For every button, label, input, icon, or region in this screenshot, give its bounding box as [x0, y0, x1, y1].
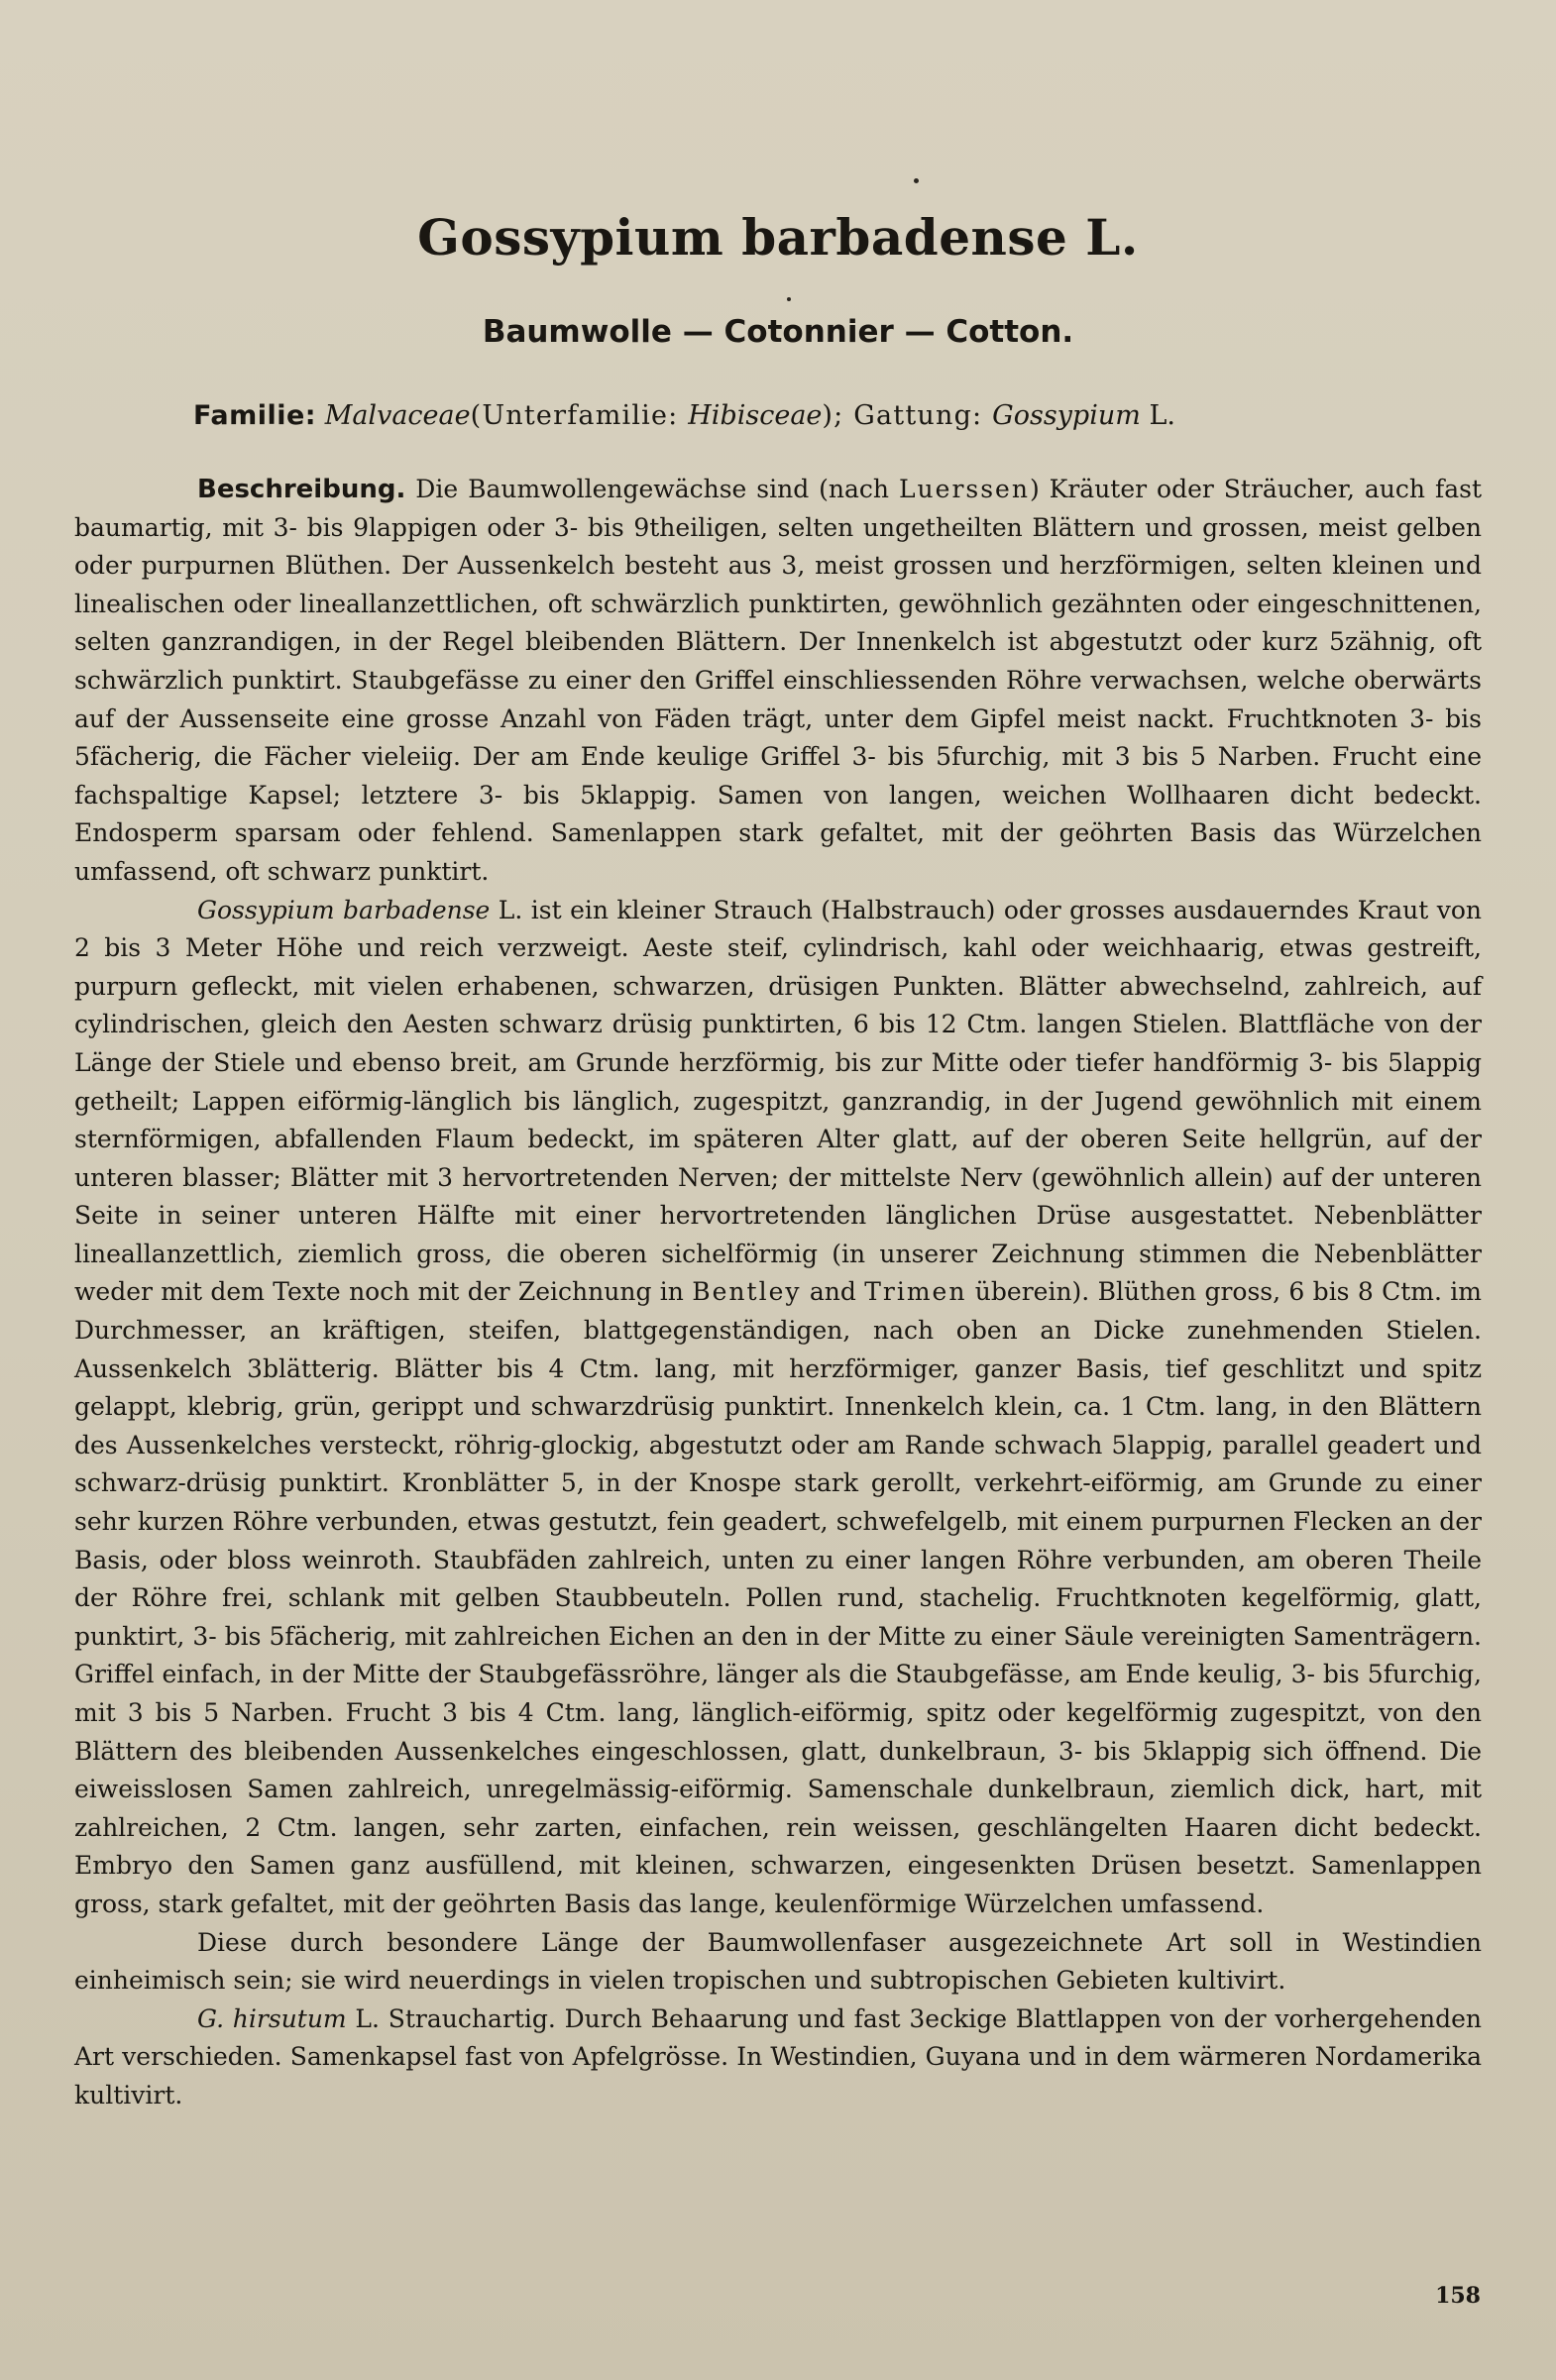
- description-paragraph: [74, 471, 1482, 892]
- genus-label: ); Gattung:: [822, 400, 993, 431]
- page-title: Gossypium barbadense L.: [417, 208, 1139, 267]
- related-species-paragraph: [74, 2001, 1482, 2115]
- subfamily-open: (Unterfamilie:: [470, 400, 689, 431]
- family-name: Malvaceae: [324, 400, 471, 431]
- page-number: 158: [1435, 2283, 1481, 2309]
- ink-speck: [914, 178, 919, 183]
- paragraph-text: L. ist ein kleiner Strauch (Halbstrauch) oder grosses ausdauerndes Kraut von 2 bis 3 Meter Höhe und reich verzweigt. Aeste steif, cylindrisch, kahl oder weichhaarig, etwas gestreift, purpurn gefleckt, mit vielen erhabenen, schwarzen, drüsigen Punkten. Blätter abwechselnd, zahlreich, auf cylindrischen, gleich den Aesten schwarz drüsig punktirten, 6 bis 12 Ctm. langen Stielen. Blattfläche von der Länge der Stiele und ebenso breit, am Grunde herzförmig, bis zur Mitte oder tiefer handförmig 3- bis 5lappig getheilt; Lappen eiförmig-länglich bis länglich, zugespitzt, ganzrandig, in der Jugend gewöhnlich mit einem sternförmigen, abfallenden Flaum bedeckt, im späteren Alter glatt, auf der oberen Seite hellgrün, auf der unteren blasser; Blätter mit 3 hervortretenden Nerven; der mittelste Nerv (gewöhnlich allein) auf der unteren Seite in seiner unteren Hälfte mit einer hervortretenden länglichen Drüse ausgestattet. Nebenblätter lineallanzettlich, ziemlich gross, die oberen sichelförmig (in unserer Zeichnung stimmen die Nebenblätter weder mit dem Texte noch mit der Zeichnung in: [74, 895, 1482, 1307]
- subfamily-name: Hibisceae: [688, 400, 823, 431]
- distribution-paragraph: Diese durch besondere Länge der Baumwollenfaser ausgezeichnete Art soll in Westindien einheimisch sein; sie wird neuerdings in vielen tropischen und subtropischen Gebieten kultivirt.: [74, 1927, 1482, 1996]
- ink-speck: [787, 297, 791, 301]
- author-name: Trimen: [864, 1277, 967, 1307]
- family-label: Familie:: [193, 400, 317, 431]
- common-names: Baumwolle — Cotonnier — Cotton.: [482, 314, 1074, 350]
- species-paragraph: [74, 892, 1482, 1924]
- genus-name: Gossypium: [992, 400, 1141, 431]
- body-text: [74, 471, 1482, 2115]
- species-name: Gossypium barbadense: [197, 895, 491, 924]
- author-name: Bentley: [692, 1277, 802, 1307]
- paragraph-text: ) Kräuter oder Sträucher, auch fast baumartig, mit 3- bis 9lappigen oder 3- bis 9theiligen, selten ungetheilten Blättern und grossen, meist gelben oder purpurnen Blüthen. Der Aussenkelch besteht aus 3, meist grossen und herzförmigen, selten kleinen und linealischen oder lineallanzettlichen, oft schwärzlich punktirten, gewöhnlich gezähnten oder eingeschnittenen, selten ganzrandigen, in der Regel bleibenden Blättern. Der Innenkelch ist abgestutzt oder kurz 5zähnig, oft schwärzlich punktirt. Staubgefässe zu einer den Griffel einschliessenden Röhre verwachsen, welche oberwärts auf der Aussenseite eine grosse Anzahl von Fäden trägt, unter dem Gipfel meist nackt. Fruchtknoten 3- bis 5fächerig, die Fächer vieleiig. Der am Ende keulige Griffel 3- bis 5furchig, mit 3 bis 5 Narben. Frucht eine fachspaltige Kapsel; letztere 3- bis 5klappig. Samen von langen, weichen Wollhaaren dicht bedeckt. Endosperm sparsam oder fehlend. Samenlappen stark gefaltet, mit der geöhrten Basis das Würzelchen umfassend, oft schwarz punktirt.: [74, 475, 1482, 886]
- paragraph-text: L. Strauchartig. Durch Behaarung und fast 3eckige Blattlappen von der vorhergehenden Art verschieden. Samenkapsel fast von Apfelgrösse. In Westindien, Guyana und in dem wärmeren Nordamerika kultivirt.: [74, 2003, 1482, 2110]
- taxonomy-line: [193, 400, 1175, 431]
- paragraph-text: Die Baumwollengewächse sind (nach: [415, 475, 899, 503]
- author-name: Luerssen: [898, 475, 1030, 503]
- genus-author: L.: [1149, 400, 1175, 431]
- paragraph-text: überein). Blüthen gross, 6 bis 8 Ctm. im Durchmesser, an kräftigen, steifen, blattgegenständigen, nach oben an Dicke zunehmenden Stielen. Aussenkelch 3blätterig. Blätter bis 4 Ctm. lang, mit herzförmiger, ganzer Basis, tief geschlitzt und spitz gelappt, klebrig, grün, gerippt und schwarzdrüsig punktirt. Innenkelch klein, ca. 1 Ctm. lang, in den Blättern des Aussenkelches versteckt, röhrig-glockig, abgestutzt oder am Rande schwach 5lappig, parallel geadert und schwarz-drüsig punktirt. Kronblätter 5, in der Knospe stark gerollt, verkehrt-eiförmig, am Grunde zu einer sehr kurzen Röhre verbunden, etwas gestutzt, fein geadert, schwefelgelb, mit einem purpurnen Flecken an der Basis, oder bloss weinroth. Staubfäden zahlreich, unten zu einer langen Röhre verbunden, am oberen Theile der Röhre frei, schlank mit gelben Staubbeuteln. Pollen rund, stachelig. Fruchtknoten kegelförmig, glatt, punktirt, 3- bis 5fächerig, mit zahlreichen Eichen an den in der Mitte zu einer Säule vereinigten Samenträgern. Griffel einfach, in der Mitte der Staubgefässröhre, länger als die Staubgefässe, am Ende keulig, 3- bis 5furchig, mit 3 bis 5 Narben. Frucht 3 bis 4 Ctm. lang, länglich-eiförmig, spitz oder kegelförmig zugespitzt, von den Blättern des bleibenden Aussenkelches eingeschlossen, glatt, dunkelbraun, 3- bis 5klappig sich öffnend. Die eiweisslosen Samen zahlreich, unregelmässig-eiförmig. Samenschale dunkelbraun, ziemlich dick, hart, mit zahlreichen, 2 Ctm. langen, sehr zarten, einfachen, rein weissen, geschlängelten Haaren dicht bedeckt. Embryo den Samen ganz ausfüllend, mit kleinen, schwarzen, eingesenkten Drüsen besetzt. Samenlappen gross, stark gefaltet, mit der geöhrten Basis das lange, keulenförmige Würzelchen umfassend.: [74, 1277, 1483, 1918]
- section-heading: Beschreibung.: [197, 475, 406, 504]
- paragraph-text: and: [801, 1277, 865, 1307]
- species-name: G. hirsutum: [197, 2003, 347, 2033]
